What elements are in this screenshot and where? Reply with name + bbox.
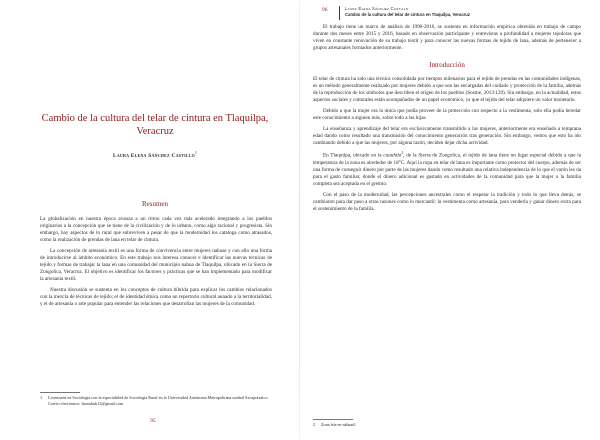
- footnote-author: [40, 395, 272, 407]
- right-page: [300, 0, 600, 440]
- footnote-rule-left: [40, 392, 80, 393]
- p4-lead: En Tlaquilpa, ubicado en la: [323, 153, 384, 160]
- article-body: [313, 24, 581, 213]
- body-paragraph-1: El telar de cintura ha sido una técnica consolidada por tiempos milenarios para el tejido de prendas en las comunidades indígenas, es un método generalmente realizado por mujeres debido a que son las encargadas del cuidado y protección de la familia, además de la reproducción de los símbolos que describen el origen de los pueblos (Sosme, 2013:139). Sin embargo, en la actualidad, estos aspectos sociales y culturales están acompañados de un papel económico, ya que el tejido del telar adquiere un valor monetario.: [313, 76, 582, 104]
- body-paragraph-4: [313, 150, 581, 188]
- footnote-text: Licenciada en Sociología con la especialidad de Sociología Rural en la Universidad Autónoma Metropolitana unidad Azcapotzalco. Correo electrónico: lauradark12@gmail.com: [48, 395, 269, 406]
- abstract-body: [40, 216, 272, 308]
- footnote-number: 1: [40, 395, 43, 400]
- footnote-zona-fria: [313, 422, 581, 428]
- body-paragraph-3: La enseñanza y aprendizaje del telar era exclusivamente transmitido a las mujeres, anteriormente era enseñado a temprana edad dando como resultado una transmisión del conocimiento generación tras generación. Sin embargo, vemos que esto ha ido cambiando debido a que las mujeres, por alguna razón, deciden dejar dicha actividad.: [313, 125, 581, 146]
- page-number-left: 95: [150, 418, 156, 424]
- footnote-rule-right: [313, 419, 353, 420]
- footnote-ref-2: 2: [401, 151, 404, 156]
- author-name-text: Laura Elena Sánchez Castillo: [112, 152, 195, 159]
- p4-rest: , de la Sierra de Zongolica, el tejido de lana tiene un lugar especial debido a que la temperatura de la zona es alrededor de 18°C. Aquí la ropa en telar de lana es importante como protector del cuerpo, además de ser una forma de conseguir dinero por parte de las mujeres dando como resultado una relativa independencia de lo que el varón les da para el gasto familiar, donde el dinero adicional es gastado en actividades de la comunidad para que la mujer o la familia completa sea aceptada en el gremio.: [313, 153, 581, 188]
- header-divider: [339, 6, 340, 20]
- body-paragraph-2: Debido a que la mujer era la única que podía proveer de la protección con respecto a la vestimenta, solo ella podía heredar este conocimiento a alguien más, sobre todo a las hijas.: [313, 107, 581, 122]
- abstract-paragraph-2: La concepción de artesanía textil es una forma de convivencia entre mujeres nahuas y con ello una forma de introducirse al ámbito económico. En este trabajo nos interesa conocer e identificar las nuevas técnicas de tejido y formas de trabajar la lana en una comunidad del municipio nahua de Tlaquilpa, ubicado en la Sierra de Zongolica, Veracruz. El objetivo es identificar los factores y prácticas que se han implementado para modificar la artesanía textil.: [40, 247, 272, 282]
- abstract-paragraph-1: La globalización en nuestra época avanza a un ritmo cada vez más acelerado integrando a los pueblos originarios a la concepción que se tiene de la civilización y de lo urbano, como algo racional y progresista. Sin embargo, hay aspectos de lo rural que sobreviven a pesar de que la modernidad los cataloga como atrasados, como la realización de prendas de lana en telar de cintura.: [40, 216, 272, 244]
- section-heading-introduccion: Introducción: [429, 61, 465, 70]
- running-author: Laura Elena Sánchez Castillo: [345, 6, 409, 11]
- intro-paragraph: El trabajo tiene un marco de análisis de 1990-2016, se sustenta en información empírica obtenida en trabajo de campo durante dos meses entre 2015 y 2016, basado en observación participante y entrevistas a profundidad a mujeres tejedoras que viven en constante renovación de su trabajo textil y para conocer las nuevas formas de tejido de lana, además de pertenecer a grupos artesanales formados anteriormente.: [313, 24, 581, 52]
- abstract-paragraph-3: Nuestra discusión se sustenta en los conceptos de cultura híbrida para explicar los cambios relacionados con la mezcla de técnicas de tejido; el de identidad étnica como un repertorio cultural aunado a la territorialidad, y el de artesanía o arte popular para entender las relaciones que desarrollan las mujeres de la comunidad.: [40, 286, 272, 307]
- term-cuauhtla: cuauhtla: [383, 153, 402, 160]
- author-name: [40, 150, 270, 159]
- body-paragraph-5: Con el paso de la modernidad, las percepciones ancestrales como el respetar la tradición y todo lo que lleva detrás, se cambiaron para dar paso a otras razones como lo mercantil: la vestimenta como artesanía, para venderla y ganar dinero extra para el sostenimiento de la familia.: [313, 191, 581, 213]
- running-header: [322, 5, 592, 21]
- footnote-number-2: 2: [313, 422, 316, 427]
- running-title: Cambio de la cultura del telar de cintura en Tlaquilpa, Veracruz: [345, 12, 470, 17]
- author-note-mark: 1: [194, 150, 198, 155]
- page-number-right: 96: [322, 7, 328, 13]
- footnote-text-2: Zona fría en náhuatl.: [321, 422, 356, 427]
- article-title: Cambio de la cultura del telar de cintura en Tlaquilpa, Veracruz: [41, 113, 269, 137]
- abstract-heading: Resumen: [141, 200, 169, 208]
